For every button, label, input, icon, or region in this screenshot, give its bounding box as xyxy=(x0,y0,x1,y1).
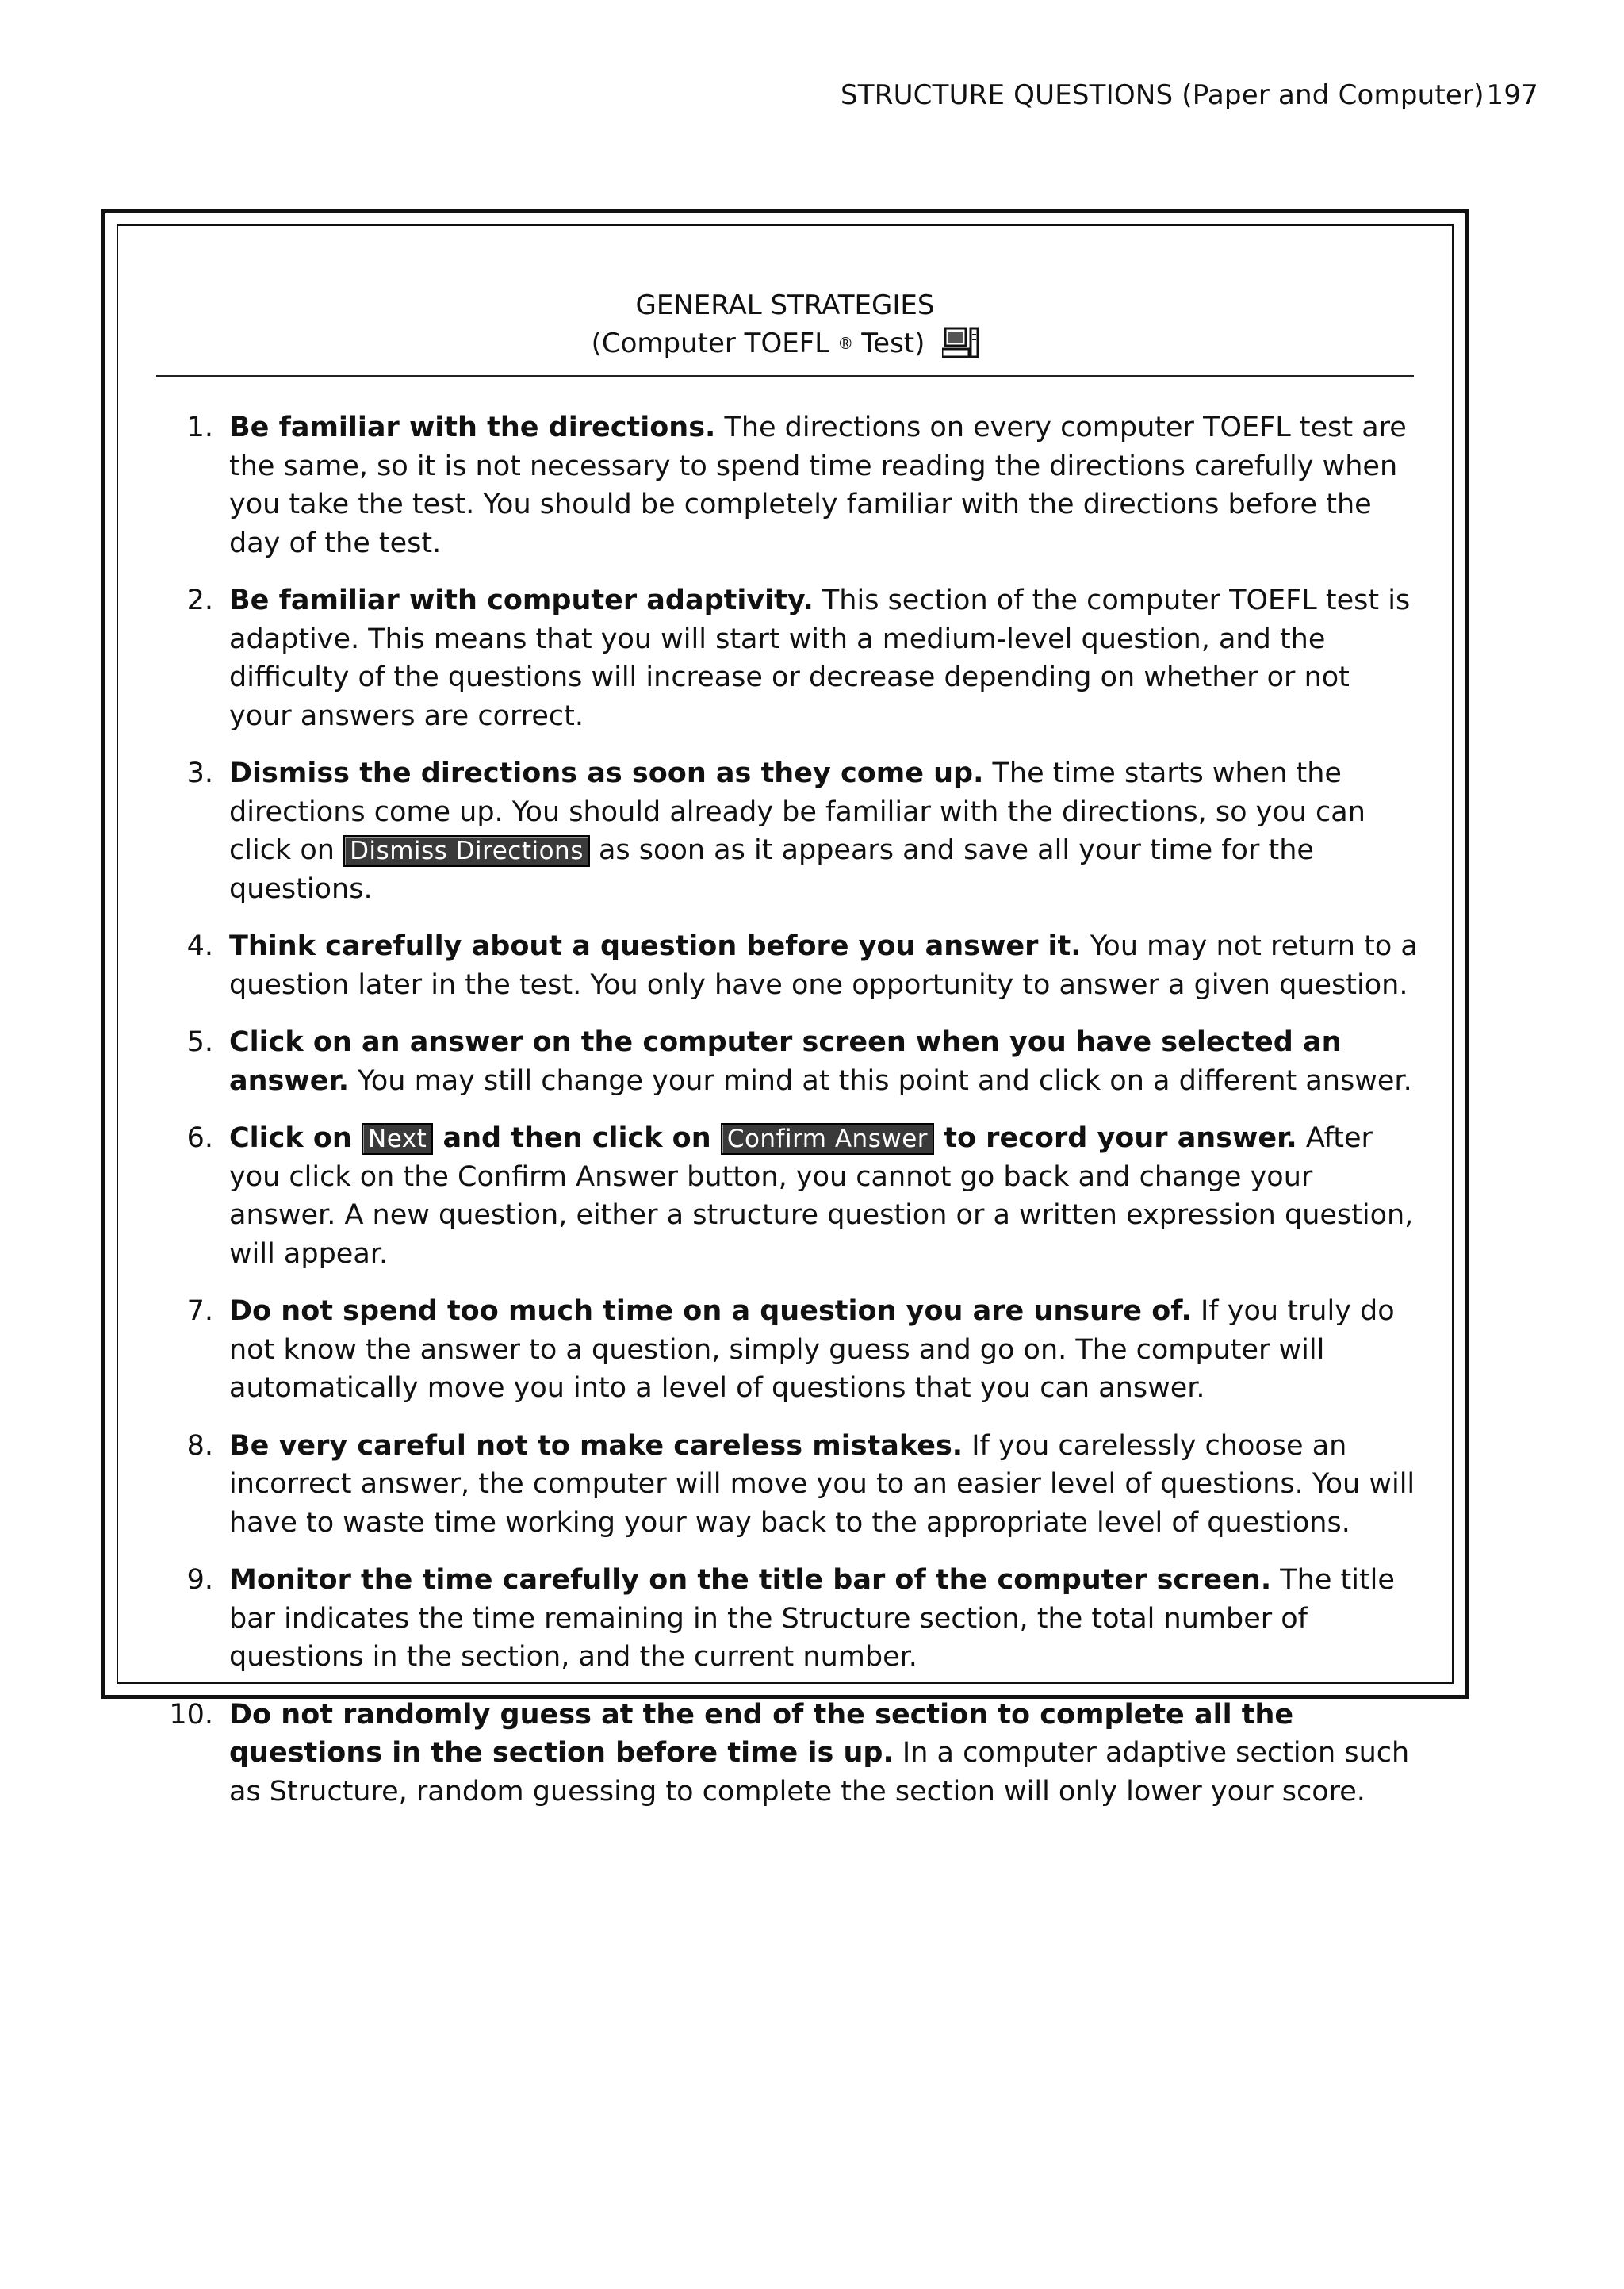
strategy-number: 4. xyxy=(186,930,213,962)
strategy-lead-middle: and then click on xyxy=(433,1122,721,1154)
strategy-lead: Do not randomly guess at the end of the section to complete all the questions in the section before time is up. xyxy=(229,1698,1294,1769)
strategy-box-inner-frame xyxy=(117,224,1454,1808)
strategy-item xyxy=(166,1427,1420,1543)
strategy-text: After you click on the Confirm Answer button, you cannot go back and change your answer. A new question, either a structure question or a written expression question, will appear. xyxy=(229,1122,1414,1270)
page-number: 197 xyxy=(1486,79,1538,111)
strategy-lead: Click on an answer on the computer screen when you have selected an answer. xyxy=(229,1026,1342,1097)
strategy-item xyxy=(166,1292,1420,1408)
strategy-lead: Do not spend too much time on a question you are unsure of. xyxy=(229,1295,1192,1327)
strategy-lead: Dismiss the directions as soon as they come up. xyxy=(229,757,984,789)
strategy-list xyxy=(166,408,1420,1830)
computer-icon xyxy=(942,327,979,360)
strategy-number: 7. xyxy=(186,1295,213,1327)
strategy-item xyxy=(166,408,1420,562)
strategy-text: You may not return to a question later in the test. You only have one opportunity to answer a given question. xyxy=(229,930,1418,1001)
next-button: Next xyxy=(362,1123,433,1155)
dismiss-directions-button: Dismiss Directions xyxy=(343,835,590,867)
strategy-lead: Be familiar with the directions. xyxy=(229,412,716,443)
strategy-text: If you truly do not know the answer to a question, simply guess and go on. The computer will automatically move you into a level of questions that you can answer. xyxy=(229,1295,1395,1404)
strategy-text: The title bar indicates the time remaining in the Structure section, the total number of questions in the section, and the current number. xyxy=(229,1564,1395,1673)
strategy-text: You may still change your mind at this point and click on a different answer. xyxy=(349,1064,1412,1097)
strategy-text: In a computer adaptive section such as Structure, random guessing to complete the section will only lower your score. xyxy=(229,1737,1410,1808)
strategy-item xyxy=(166,1119,1420,1273)
strategy-number: 2. xyxy=(186,585,213,616)
strategy-number: 5. xyxy=(186,1026,213,1058)
strategy-number: 10. xyxy=(169,1698,213,1731)
strategy-item xyxy=(166,1696,1420,1812)
running-head-title: STRUCTURE QUESTIONS (Paper and Computer) xyxy=(841,79,1484,111)
strategy-text: The time starts when the directions come up. You should already be familiar with the directions, so you can click on xyxy=(229,757,1365,866)
box-title: GENERAL STRATEGIES xyxy=(635,289,935,321)
strategy-lead: Think carefully about a question before you answer it. xyxy=(229,930,1082,962)
box-subtitle: (Computer TOEFL ® Test) xyxy=(592,324,979,362)
strategy-box xyxy=(102,209,1469,1808)
strategy-lead-end: to record your answer. xyxy=(934,1122,1297,1154)
strategy-lead: Be very careful not to make careless mistakes. xyxy=(229,1429,963,1462)
strategy-number: 1. xyxy=(186,412,213,443)
running-head xyxy=(841,79,1538,111)
strategy-text: This section of the computer TOEFL test is adaptive. This means that you will start with a medium-level question, and the difficulty of the questions will increase or decrease depending on whether or not your answers are correct. xyxy=(229,585,1411,732)
strategy-item xyxy=(166,1023,1420,1100)
strategy-text-after: as soon as it appears and save all your time for the questions. xyxy=(229,834,1314,905)
strategy-item xyxy=(166,1561,1420,1677)
strategy-text: The directions on every computer TOEFL test are the same, so it is not necessary to spend time reading the directions carefully when you take the test. You should be completely familiar with the directions before the day of the test. xyxy=(229,412,1407,559)
strategy-text: If you carelessly choose an incorrect answer, the computer will move you to an easier level of questions. You will have to waste time working your way back to the appropriate level of questions. xyxy=(229,1429,1415,1539)
strategy-item xyxy=(166,754,1420,908)
confirm-answer-button: Confirm Answer xyxy=(721,1123,934,1155)
strategy-lead: Click on xyxy=(229,1122,362,1154)
strategy-item xyxy=(166,927,1420,1004)
strategy-item xyxy=(166,581,1420,735)
strategy-number: 3. xyxy=(186,757,213,789)
box-subtitle-pre: (Computer TOEFL xyxy=(591,328,830,359)
strategy-lead: Monitor the time carefully on the title bar of the computer screen. xyxy=(229,1564,1272,1596)
strategy-number: 8. xyxy=(186,1429,213,1462)
box-header xyxy=(156,286,1414,377)
box-subtitle-post: Test) xyxy=(861,328,925,359)
strategy-number: 9. xyxy=(186,1564,213,1596)
strategy-number: 6. xyxy=(186,1122,213,1154)
strategy-lead: Be familiar with computer adaptivity. xyxy=(229,585,814,616)
